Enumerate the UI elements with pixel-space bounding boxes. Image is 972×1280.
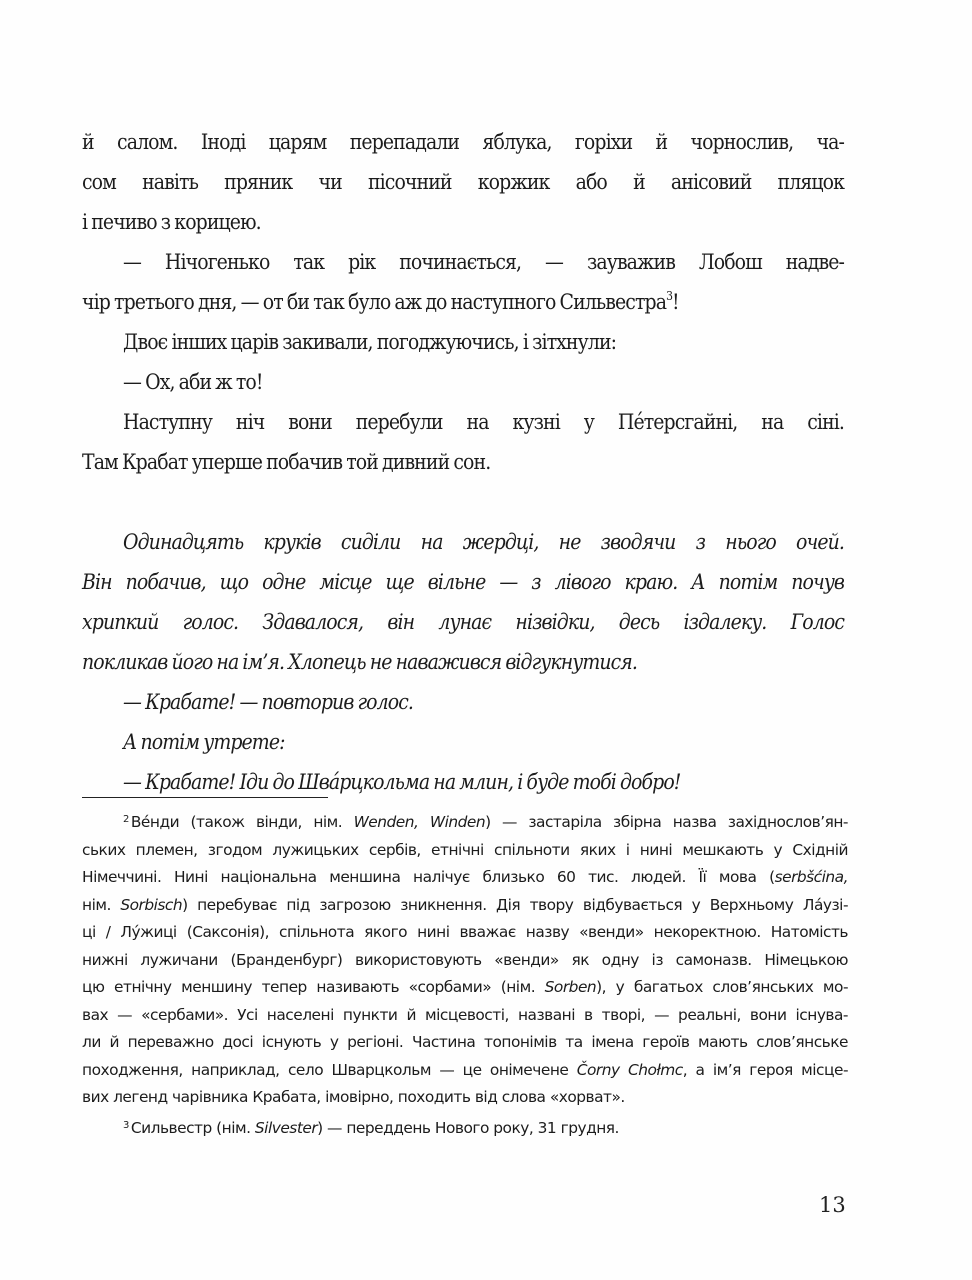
text-line: — Крабате! Іди до Шва́рцкольма на млин, і буде тобі добро!	[123, 770, 681, 794]
footnote-text: вих легенд чарівника Крабата, імовірно, походить від слова «хорват».	[82, 1088, 625, 1106]
footnote-italic-term: serbšćina,	[774, 868, 848, 886]
section-gap	[82, 482, 844, 522]
text-line: Він побачив, що одне місце ще вільне — з лівого краю. А потім почув	[82, 570, 844, 594]
footnote-text: ли й переважно досі існують у регіоні. Частина топонімів та імена героїв мають слов’янське	[82, 1033, 848, 1051]
paragraph-3	[82, 322, 844, 362]
text-line-content: чір третього дня, — от би так було аж до наступного Сильвестра	[82, 290, 667, 314]
footnote-text: нім.	[82, 895, 121, 914]
footnote-text: Сильвестр (нім.	[130, 1118, 255, 1137]
footnote-2	[82, 806, 848, 1112]
dream-paragraph-1	[82, 522, 844, 682]
footnote-line	[82, 919, 848, 947]
dream-passage	[82, 522, 844, 802]
footnote-italic-term: Čorny Chołmc	[576, 1060, 683, 1079]
footnote-text: ці / Лу́жиці (Саксонія), спільнота якого нині вважає назву «венди» некоректною. Натомість	[82, 923, 848, 941]
page-number: 13	[819, 1193, 846, 1217]
text-line: хрипкий голос. Здавалося, він лунає нізвідки, десь іздалеку. Голос	[82, 610, 844, 634]
text-line: сом навіть пряник чи пісочний коржик або й анісовий пляцок	[82, 170, 844, 194]
text-line: А потім утрете:	[123, 730, 285, 754]
footnote-italic-term: Silvester	[254, 1118, 318, 1137]
footnote-line	[82, 1057, 848, 1085]
footnote-italic-term: Wenden, Winden	[353, 813, 486, 831]
footnote-line	[82, 806, 848, 837]
dream-paragraph-4	[82, 762, 844, 802]
paragraph-1	[82, 122, 844, 242]
footnote-italic-term: Sorbisch	[120, 895, 183, 914]
footnote-line	[82, 1029, 848, 1057]
footnote-line	[82, 892, 848, 920]
footnote-line	[82, 947, 848, 975]
dream-paragraph-3	[82, 722, 844, 762]
text-line: — Ох, аби ж то!	[123, 370, 263, 394]
footnote-line	[82, 1002, 848, 1030]
footnote-line	[82, 864, 848, 892]
footnote-text: ) — застаріла збірна назва західнослов’ян-	[485, 813, 848, 831]
footnote-text: цю етнічну меншину тепер називають «сорбами» (нім.	[82, 978, 545, 996]
footnote-text: ) — переддень Нового року, 31 грудня.	[317, 1118, 619, 1137]
footnote-text: Ве́нди (також вінди, нім.	[130, 813, 354, 831]
text-line: й салом. Іноді царям перепадали яблука, горіхи й чорнослив, ча-	[82, 130, 844, 154]
footnote-separator	[82, 797, 328, 798]
footnote-number: 3	[123, 1119, 129, 1131]
dream-paragraph-2	[82, 682, 844, 722]
text-line: — Крабате! — повторив голос.	[123, 690, 414, 714]
footnote-ref-3[interactable]: 3	[666, 289, 673, 303]
text-line: Одинадцять круків сиділи на жердці, не зводячи з нього очей.	[123, 530, 844, 554]
text-line: Двоє інших царів закивали, погоджуючись, і зітхнули:	[123, 330, 617, 354]
footnote-text: походження, наприклад, село Шварцкольм — це онімечене	[82, 1060, 577, 1079]
paragraph-2	[82, 242, 844, 322]
footnote-line	[82, 1084, 848, 1112]
text-line: покликав його на ім’я. Хлопець не наважився відгукнутися.	[82, 650, 637, 674]
footnote-text: ), у багатьох слов’янських мо-	[596, 978, 848, 996]
footnote-line	[82, 1112, 848, 1143]
footnote-text: нижні лужичани (Бранденбург) використовують «венди» як одну із самоназв. Німецькою	[82, 950, 848, 969]
footnote-number: 2	[123, 814, 129, 825]
paragraph-5	[82, 402, 844, 482]
text-line	[82, 282, 844, 322]
text-line: — Нічогенько так рік починається, — зауважив Лобош надве-	[123, 250, 844, 274]
footnote-text: ських племен, згодом лужицьких сербів, етнічні спільноти яких і нині мешкають у Східній	[82, 840, 848, 859]
footnote-3	[82, 1112, 848, 1143]
footnote-text: Німеччині. Нині національна меншина налічує близько 60 тис. людей. Її мова (	[82, 868, 775, 886]
footnote-italic-term: Sorben	[544, 978, 597, 996]
footnote-text: , а ім’я героя місце-	[682, 1060, 848, 1079]
text-line: Там Крабат уперше побачив той дивний сон.	[82, 450, 491, 474]
main-text	[82, 122, 844, 802]
text-line: Наступну ніч вони перебули на кузні у Пе́терсгайні, на сіні.	[123, 410, 844, 434]
book-page	[82, 122, 844, 802]
footnotes	[82, 806, 848, 1142]
footnote-line	[82, 974, 848, 1002]
footnote-text: ) перебуває під загрозою зникнення. Дія твору відбувається у Верхньому Ла́узі-	[182, 895, 848, 914]
footnote-line	[82, 837, 848, 865]
footnote-text: вах — «сербами». Усі населені пункти й місцевості, названі в творі, — реальні, вони існува-	[82, 1005, 848, 1024]
text-line: і печиво з корицею.	[82, 210, 261, 234]
paragraph-4	[82, 362, 844, 402]
text-line-tail: !	[672, 290, 679, 314]
